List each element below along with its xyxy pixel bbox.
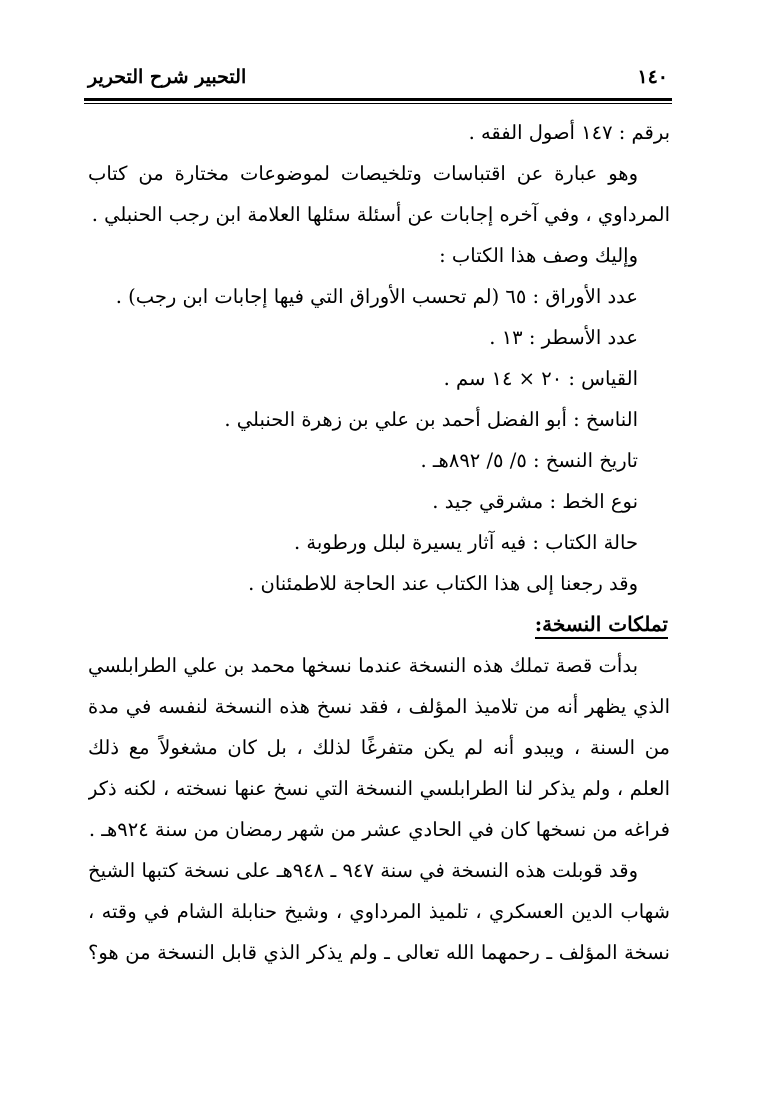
text-line: وقد رجعنا إلى هذا الكتاب عند الحاجة للاطمئنان .	[248, 572, 638, 595]
paragraph-line: وقد قوبلت هذه النسخة في سنة ٩٤٧ ـ ٩٤٨هـ على نسخة كتبها الشيخ	[88, 859, 638, 882]
page-number: ١٤٠	[637, 66, 668, 88]
page-header	[88, 60, 668, 94]
text-line: عدد الأسطر : ١٣ .	[489, 326, 638, 349]
text-line: المرداوي ، وفي آخره إجابات عن أسئلة سئلها العلامة ابن رجب الحنبلي .	[91, 203, 670, 226]
text-line: برقم : ١٤٧ أصول الفقه .	[468, 121, 670, 144]
header-rule-thin	[84, 103, 672, 104]
paragraph-line: من السنة ، ويبدو أنه لم يكن متفرغًا لذلك ، بل كان مشغولاً مع ذلك	[88, 736, 670, 759]
text-line: الناسخ : أبو الفضل أحمد بن علي بن زهرة الحنبلي .	[224, 408, 638, 431]
text-line: عدد الأوراق : ٦٥ (لم تحسب الأوراق التي فيها إجابات ابن رجب) .	[115, 285, 638, 308]
text-line: القياس : ٢٠ × ١٤ سم .	[443, 367, 638, 390]
body-text	[88, 112, 670, 973]
section-heading-text: تملكات النسخة:	[535, 612, 668, 639]
paragraph-line: نسخة المؤلف ـ رحمهما الله تعالى ـ ولم يذكر الذي قابل النسخة من هو؟	[88, 941, 670, 964]
text-line: تاريخ النسخ : ٥/ ٥/ ٨٩٢هـ .	[420, 449, 638, 472]
paragraph-line: بدأت قصة تملك هذه النسخة عندما نسخها محمد بن علي الطرابلسي	[88, 654, 638, 677]
text-line: وهو عبارة عن اقتباسات وتلخيصات لموضوعات مختارة من كتاب	[88, 162, 638, 185]
paragraph-line: العلم ، ولم يذكر لنا الطرابلسي النسخة التي نسخ عنها نسخته ، لكنه ذكر	[88, 777, 670, 800]
text-line: حالة الكتاب : فيه آثار يسيرة لبلل ورطوبة .	[294, 531, 638, 554]
text-line: نوع الخط : مشرقي جيد .	[432, 490, 638, 513]
header-rule	[84, 98, 672, 101]
paragraph-line: شهاب الدين العسكري ، تلميذ المرداوي ، وشيخ حنابلة الشام في وقته ،	[88, 900, 670, 923]
paragraph-line: الذي يظهر أنه من تلاميذ المؤلف ، فقد نسخ هذه النسخة لنفسه في مدة	[88, 695, 670, 718]
paragraph-line: فراغه من نسخها كان في الحادي عشر من شهر رمضان من سنة ٩٢٤هـ .	[88, 818, 670, 841]
section-heading	[88, 604, 670, 645]
text-line: وإليك وصف هذا الكتاب :	[439, 244, 638, 267]
running-title: التحبير شرح التحرير	[88, 66, 247, 88]
